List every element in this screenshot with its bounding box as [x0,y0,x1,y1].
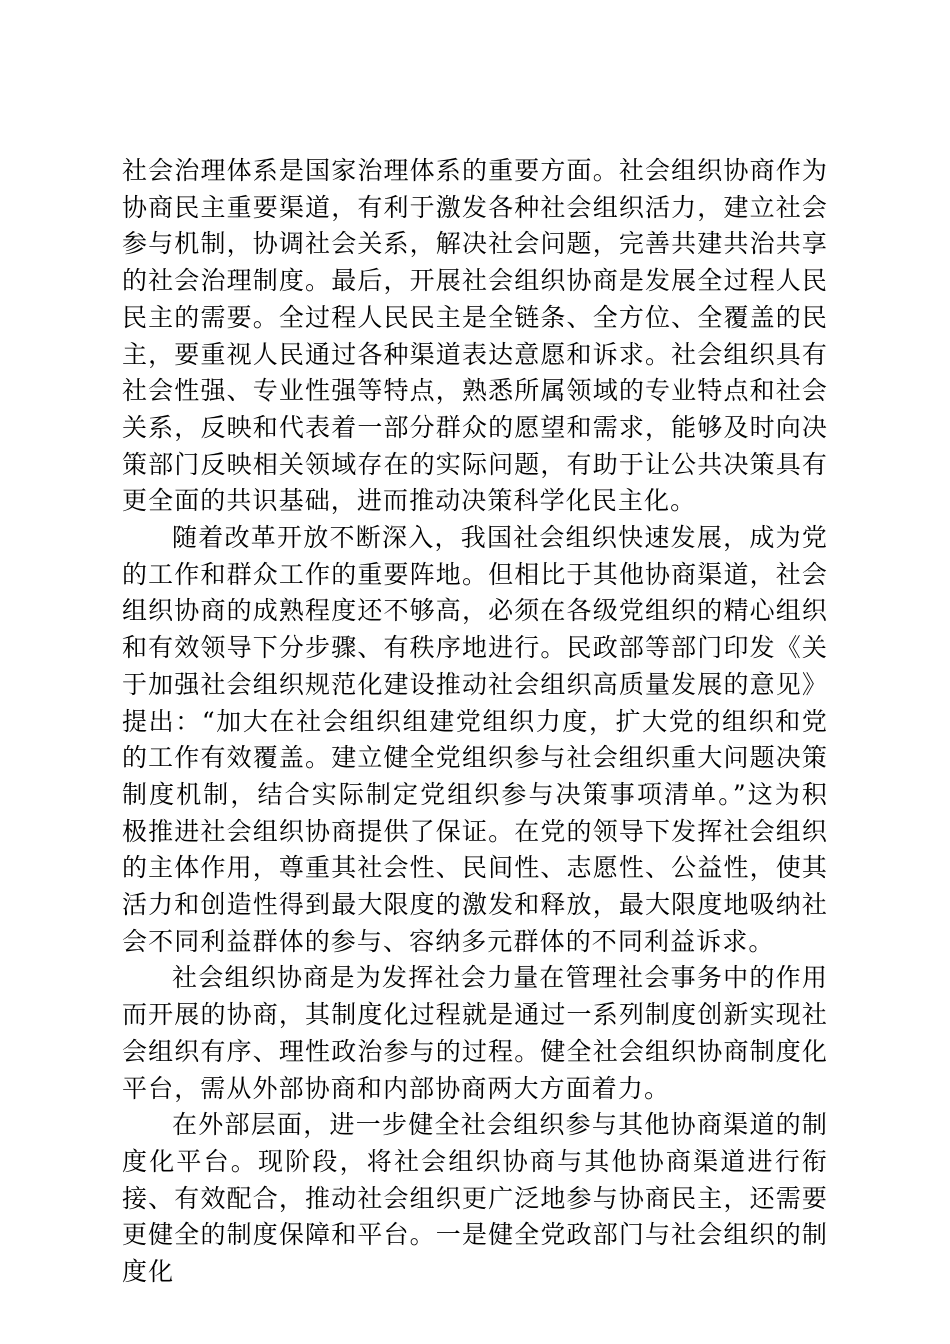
paragraph-continued: 社会治理体系是国家治理体系的重要方面。社会组织协商作为协商民主重要渠道，有利于激发各种社会组织活力，建立社会参与机制，协调社会关系，解决社会问题，完善共建共治共享的社会治理制度。最后，开展社会组织协商是发展全过程人民民主的需要。全过程人民民主是全链条、全方位、全覆盖的民主，要重视人民通过各种渠道表达意愿和诉求。社会组织具有社会性强、专业性强等特点，熟悉所属领域的专业特点和社会关系，反映和代表着一部分群众的愿望和需求，能够及时向决策部门反映相关领域存在的实际问题，有助于让公共决策具有更全面的共识基础，进而推动决策科学化民主化。 [122,156,828,516]
paragraph: 在外部层面，进一步健全社会组织参与其他协商渠道的制度化平台。现阶段，将社会组织协商与其他协商渠道进行衔接、有效配合，推动社会组织更广泛地参与协商民主，还需要更健全的制度保障和平台。一是健全党政部门与社会组织的制度化 [122,1110,828,1287]
paragraph: 随着改革开放不断深入，我国社会组织快速发展，成为党的工作和群众工作的重要阵地。但相比于其他协商渠道，社会组织协商的成熟程度还不够高，必须在各级党组织的精心组织和有效领导下分步骤、有秩序地进行。民政部等部门印发《关于加强社会组织规范化建设推动社会组织高质量发展的意见》提出：“加大在社会组织组建党组织力度，扩大党的组织和党的工作有效覆盖。建立健全党组织参与社会组织重大问题决策制度机制，结合实际制定党组织参与决策事项清单。”这为积极推进社会组织协商提供了保证。在党的领导下发挥社会组织的主体作用，尊重其社会性、民间性、志愿性、公益性，使其活力和创造性得到最大限度的激发和释放，最大限度地吸纳社会不同利益群体的参与、容纳多元群体的不同利益诉求。 [122,523,828,956]
paragraph: 社会组织协商是为发挥社会力量在管理社会事务中的作用而开展的协商，其制度化过程就是通过一系列制度创新实现社会组织有序、理性政治参与的过程。健全社会组织协商制度化平台，需从外部协商和内部协商两大方面着力。 [122,963,828,1103]
document-body [122,153,828,1291]
